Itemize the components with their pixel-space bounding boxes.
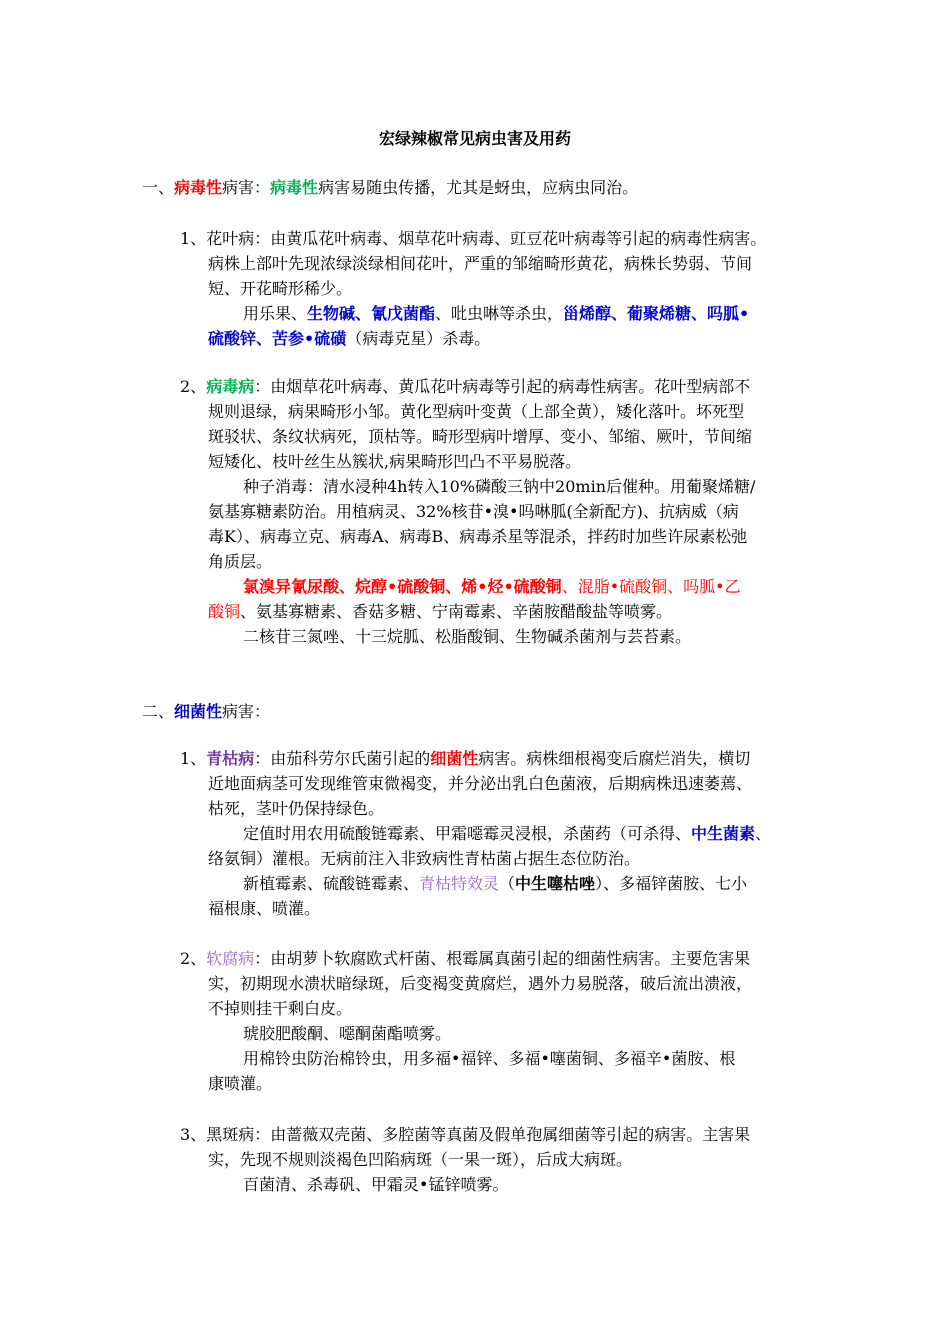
drug-highlight: 氯溴异氰尿酸、烷醇•硫酸铜、烯•烃•硫酸铜 — [243, 577, 562, 596]
treatment-paragraph — [180, 871, 820, 896]
treatment-paragraph-cont: 角质层。 — [208, 552, 273, 571]
text: 、氨基寡糖素、香菇多糖、宁南霉素、辛菌胺醋酸盐等喷雾。 — [240, 602, 673, 621]
item-line: 枯死，茎叶仍保持绿色。 — [208, 799, 385, 818]
heading-text: 病害： — [222, 702, 271, 721]
treatment-paragraph: 琥胶肥酸酮、噁酮菌酯喷雾。 — [243, 1024, 452, 1043]
keyword-virus-green: 病毒性 — [270, 178, 319, 197]
treatment-paragraph: 二核苷三氮唑、十三烷胍、松脂酸铜、生物碱杀菌剂与芸苔素。 — [243, 627, 692, 646]
treatment-paragraph — [180, 821, 820, 846]
text: 新植霉素、硫酸链霉素、 — [243, 874, 420, 893]
treatment-paragraph-cont: 氨基寡糖素防治。用植病灵、32%核苷•溴•吗啉胍(全新配方)、抗病威（病 — [208, 502, 739, 521]
drug-highlight: 、混脂•硫酸铜、吗胍•乙 — [561, 577, 741, 596]
treatment-paragraph-cont: 康喷灌。 — [208, 1074, 273, 1093]
item-line: 实，先现不规则淡褐色凹陷病斑（一果一斑），后成大病斑。 — [208, 1150, 633, 1169]
item-number: 1、 — [180, 749, 207, 768]
drug-highlight: 硫酸锌、苦参•硫磺 — [208, 329, 347, 348]
section-2-heading — [142, 700, 270, 724]
drug-highlight: 中生噻枯唑 — [515, 874, 596, 893]
item-line: 规则退绿，病果畸形小邹。黄化型病叶变黄（上部全黄），矮化落叶。坏死型 — [208, 402, 745, 421]
keyword-bacteria-red: 细菌性 — [430, 749, 479, 768]
treatment-paragraph-cont: 福根康、喷灌。 — [208, 899, 321, 918]
text: 、 — [755, 824, 772, 843]
disease-name: 软腐病 — [206, 949, 255, 968]
treatment-paragraph: 用棉铃虫防治棉铃虫，用多福•福锌、多福•噻菌铜、多福辛•菌胺、根 — [243, 1049, 736, 1068]
section-1-heading — [142, 176, 638, 200]
item-line: 近地面病茎可发现维管束微褐变，并分泌出乳白色菌液，后期病株迅速萎蔫、 — [208, 774, 753, 793]
section-1-item-2 — [180, 374, 820, 649]
drug-highlight: 中生菌素 — [691, 824, 756, 843]
drug-highlight: 酸铜 — [208, 602, 241, 621]
text: 用乐果、 — [243, 304, 308, 323]
section-2-item-3 — [180, 1122, 820, 1197]
item-line: 短矮化、枝叶丝生丛簇状,病果畸形凹凸不平易脱落。 — [208, 452, 582, 471]
item-number: 1、 — [180, 229, 207, 248]
document-title: 宏绿辣椒常见病虫害及用药 — [378, 129, 571, 148]
item-line: 不掉则挂干剩白皮。 — [208, 999, 353, 1018]
item-number: 2、 — [180, 949, 207, 968]
treatment-paragraph-cont — [180, 599, 820, 624]
treatment-paragraph — [180, 574, 820, 599]
drug-highlight: 甾烯醇、葡聚烯糖、吗胍• — [563, 304, 750, 323]
item-text: 黑斑病：由蔷薇双壳菌、多腔菌等真菌及假单孢属细菌等引起的病害。主害果 — [206, 1125, 751, 1144]
item-line — [180, 1122, 820, 1147]
item-text: 花叶病：由黄瓜花叶病毒、烟草花叶病毒、豇豆花叶病毒等引起的病毒性病害。 — [206, 229, 767, 248]
text: 、吡虫啉等杀虫， — [435, 304, 564, 323]
item-line — [180, 374, 820, 399]
item-line: 实，初期现水溃状暗绿斑，后变褐变黄腐烂，遇外力易脱落，破后流出溃液， — [208, 974, 753, 993]
text: 定值时用农用硫酸链霉素、甲霜噁霉灵浸根，杀菌药（可杀得、 — [243, 824, 692, 843]
text: ）、多福锌菌胺、七小 — [595, 874, 748, 893]
section-number: 二、 — [142, 702, 175, 721]
treatment-paragraph-cont: 毒K）、病毒立克、病毒A、病毒B、病毒杀星等混杀，拌药时加些许尿素松弛 — [208, 527, 748, 546]
keyword-bacteria: 细菌性 — [174, 702, 223, 721]
section-1-item-1 — [180, 226, 820, 351]
treatment-paragraph-cont — [180, 326, 820, 351]
text: （ — [499, 874, 516, 893]
item-line: 斑驳状、条纹状病死，顶枯等。畸形型病叶增厚、变小、邹缩、厥叶，节间缩 — [208, 427, 753, 446]
section-2-item-2 — [180, 946, 820, 1096]
text: （病毒克星）杀毒。 — [346, 329, 491, 348]
disease-name: 病毒病 — [206, 377, 255, 396]
treatment-paragraph: 种子消毒：清水浸种4h转入10%磷酸三钠中20min后催种。用葡聚烯糖/ — [243, 477, 756, 496]
item-line: 短、开花畸形稀少。 — [208, 279, 353, 298]
item-text: ：由烟草花叶病毒、黄瓜花叶病毒等引起的病毒性病害。花叶型病部不 — [254, 377, 751, 396]
treatment-paragraph-cont: 络氨铜）灌根。无病前注入非致病性青枯菌占据生态位防治。 — [208, 849, 641, 868]
item-text: ：由胡萝卜软腐欧式杆菌、根霉属真菌引起的细菌性病害。主要危害果 — [254, 949, 751, 968]
treatment-paragraph: 百菌清、杀毒矾、甲霜灵•锰锌喷雾。 — [243, 1175, 509, 1194]
drug-highlight: 青枯特效灵 — [419, 874, 500, 893]
section-number: 一、 — [142, 178, 175, 197]
heading-text: 病害： — [222, 178, 271, 197]
section-2-item-1 — [180, 746, 820, 921]
item-line — [180, 946, 820, 971]
item-number: 2、 — [180, 377, 207, 396]
item-line — [180, 746, 820, 771]
treatment-paragraph — [180, 301, 820, 326]
item-text: 病害。病株细根褐变后腐烂消失，横切 — [478, 749, 751, 768]
heading-text: 病害易随虫传播，尤其是蚜虫，应病虫同治。 — [318, 178, 639, 197]
item-number: 3、 — [180, 1125, 207, 1144]
disease-name: 青枯病 — [206, 749, 255, 768]
drug-highlight: 生物碱、氰戊菌酯 — [307, 304, 436, 323]
item-line — [180, 226, 820, 251]
item-line: 病株上部叶先现浓绿淡绿相间花叶，严重的邹缩畸形黄花，病株长势弱、节间 — [208, 254, 753, 273]
keyword-virus: 病毒性 — [174, 178, 223, 197]
item-text: ：由茄科劳尔氏菌引起的 — [254, 749, 431, 768]
